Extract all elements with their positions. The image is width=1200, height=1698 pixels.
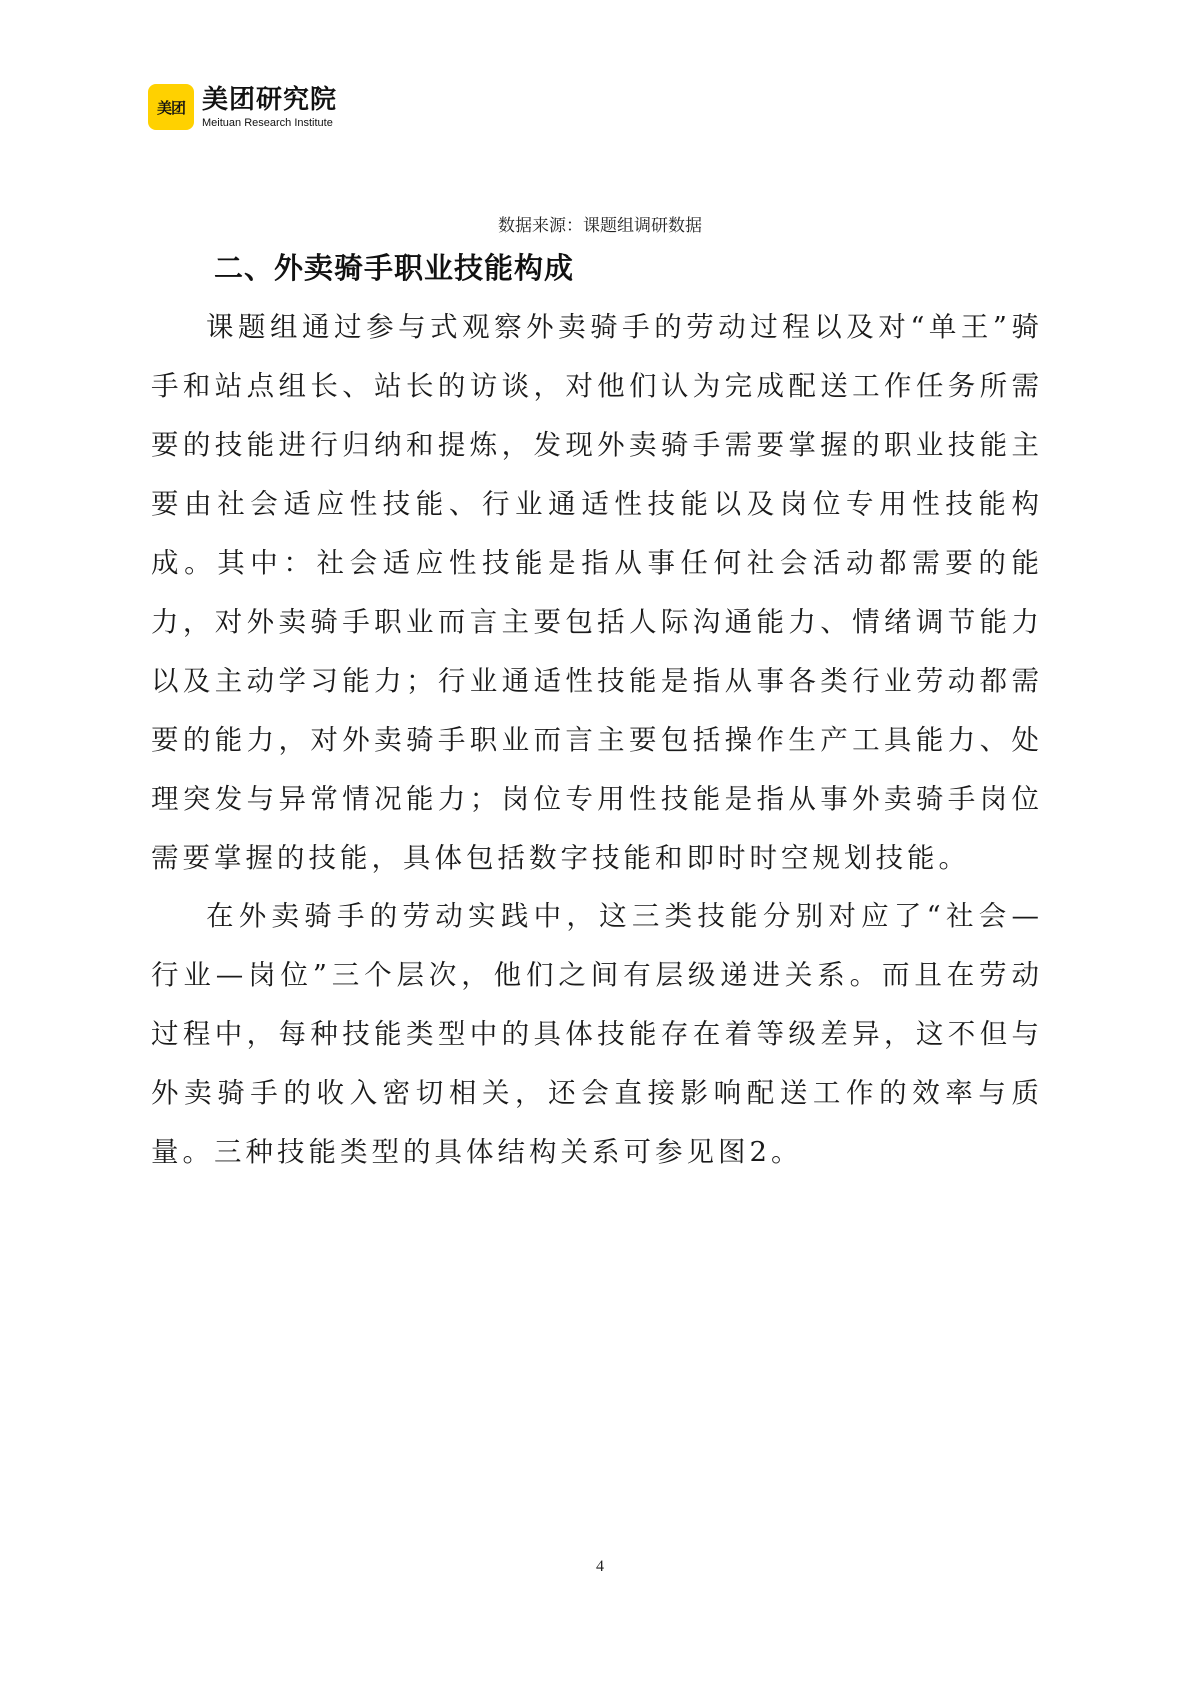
- logo-title-en: Meituan Research Institute: [202, 116, 333, 129]
- paragraph-2: 在外卖骑手的劳动实践中，这三类技能分别对应了“社会—行业—岗位”三个层次，他们之间有层级递进关系。而且在劳动过程中，每种技能类型中的具体技能存在着等级差异，这不但与外卖骑手的收入密切相关，还会直接影响配送工作的效率与质量。三种技能类型的具体结构关系可参见图2。: [151, 900, 1043, 1168]
- paragraph-1: 课题组通过参与式观察外卖骑手的劳动过程以及对“单王”骑手和站点组长、站长的访谈，对他们认为完成配送工作任务所需要的技能进行归纳和提炼，发现外卖骑手需要掌握的职业技能主要由社会适应性技能、行业通适性技能以及岗位专用性技能构成。其中：社会适应性技能是指从事任何社会活动都需要的能力，对外卖骑手职业而言主要包括人际沟通能力、情绪调节能力以及主动学习能力；行业通适性技能是指从事各类行业劳动都需要的能力，对外卖骑手职业而言主要包括操作生产工具能力、处理突发与异常情况能力；岗位专用性技能是指从事外卖骑手岗位需要掌握的技能，具体包括数字技能和即时时空规划技能。: [151, 311, 1043, 874]
- logo-text: [202, 85, 337, 130]
- page-number: 4: [596, 1558, 604, 1575]
- source-note: 数据来源：课题组调研数据: [498, 216, 702, 236]
- logo-title-cn: 美团研究院: [202, 84, 338, 115]
- section-heading: 二、外卖骑手职业技能构成: [214, 251, 575, 285]
- meituan-logo-icon: 美团: [148, 84, 194, 130]
- header-logo: [148, 84, 337, 130]
